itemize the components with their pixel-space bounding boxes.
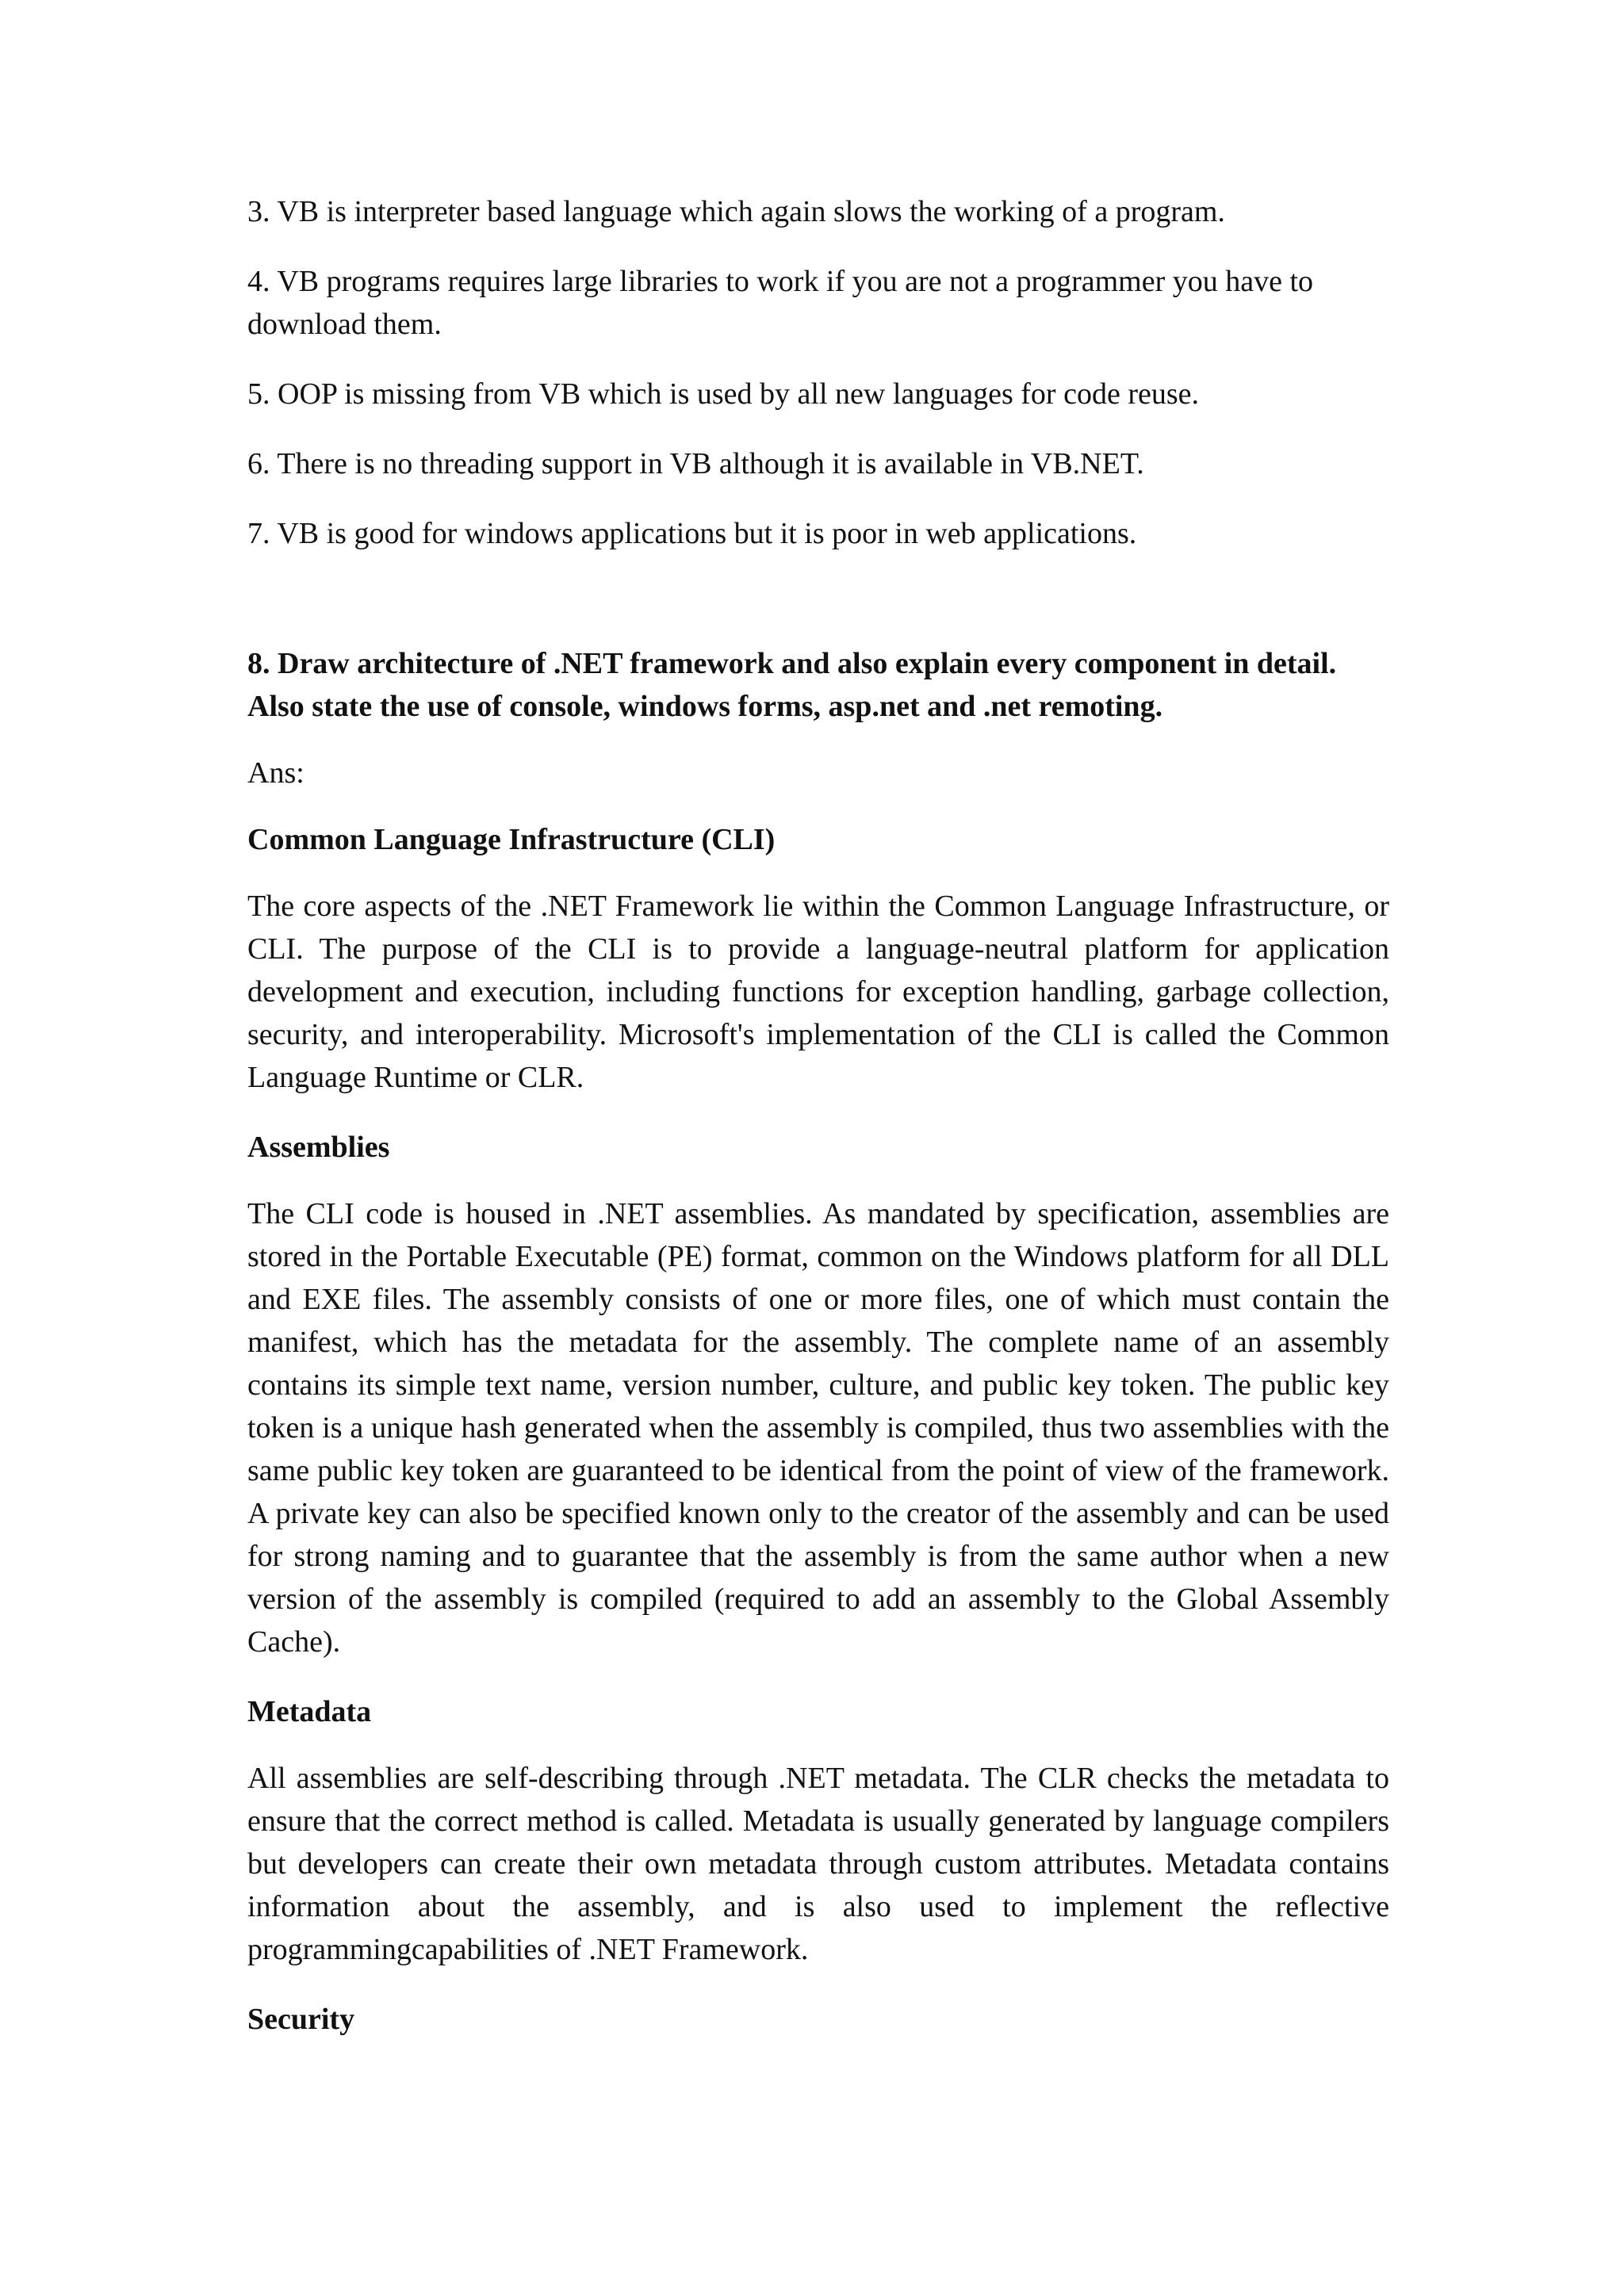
list-item-7: 7. VB is good for windows applications but it is poor in web applications.: [247, 517, 1137, 550]
list-item-4: 4. VB programs requires large libraries to work if you are not a programmer you have to download them.: [247, 265, 1314, 341]
list-item-3: 3. VB is interpreter based language which again slows the working of a program.: [247, 195, 1225, 228]
section-heading-assemblies: Assemblies: [247, 1131, 390, 1164]
list-item-6: 6. There is no threading support in VB although it is available in VB.NET.: [247, 447, 1144, 480]
section-heading-security: Security: [247, 2003, 355, 2036]
question-heading: 8. Draw architecture of .NET framework and also explain every component in detail. Also state the use of console, windows forms, asp.net and .net remoting.: [247, 647, 1337, 723]
section-body-metadata: All assemblies are self-describing through .NET metadata. The CLR checks the metadata to ensure that the correct method is called. Metadata is usually generated by language compilers but developers can create their own metadata through custom attributes. Metadata contains information about the assembly, and is also used to implement the reflective programmingcapabilities of .NET Framework.: [247, 1762, 1389, 1966]
section-body-cli: The core aspects of the .NET Framework lie within the Common Language Infrastructure, or CLI. The purpose of the CLI is to provide a language-neutral platform for application development and execution, including functions for exception handling, garbage collection, security, and interoperability. Microsoft's implementation of the CLI is called the Common Language Runtime or CLR.: [247, 890, 1389, 1094]
list-item-5: 5. OOP is missing from VB which is used by all new languages for code reuse.: [247, 377, 1199, 411]
answer-label: Ans:: [247, 756, 304, 790]
section-heading-cli: Common Language Infrastructure (CLI): [247, 823, 776, 856]
document-page: [247, 190, 1389, 2064]
section-heading-metadata: Metadata: [247, 1695, 372, 1728]
section-body-assemblies: The CLI code is housed in .NET assemblies. As mandated by specification, assemblies are stored in the Portable Executable (PE) format, common on the Windows platform for all DLL and EXE files. The assembly consists of one or more files, one of which must contain the manifest, which has the metadata for the assembly. The complete name of an assembly contains its simple text name, version number, culture, and public key token. The public key token is a unique hash generated when the assembly is compiled, thus two assemblies with the same public key token are guaranteed to be identical from the point of view of the framework. A private key can also be specified known only to the creator of the assembly and can be used for strong naming and to guarantee that the assembly is from the same author when a new version of the assembly is compiled (required to add an assembly to the Global Assembly Cache).: [247, 1197, 1389, 1659]
